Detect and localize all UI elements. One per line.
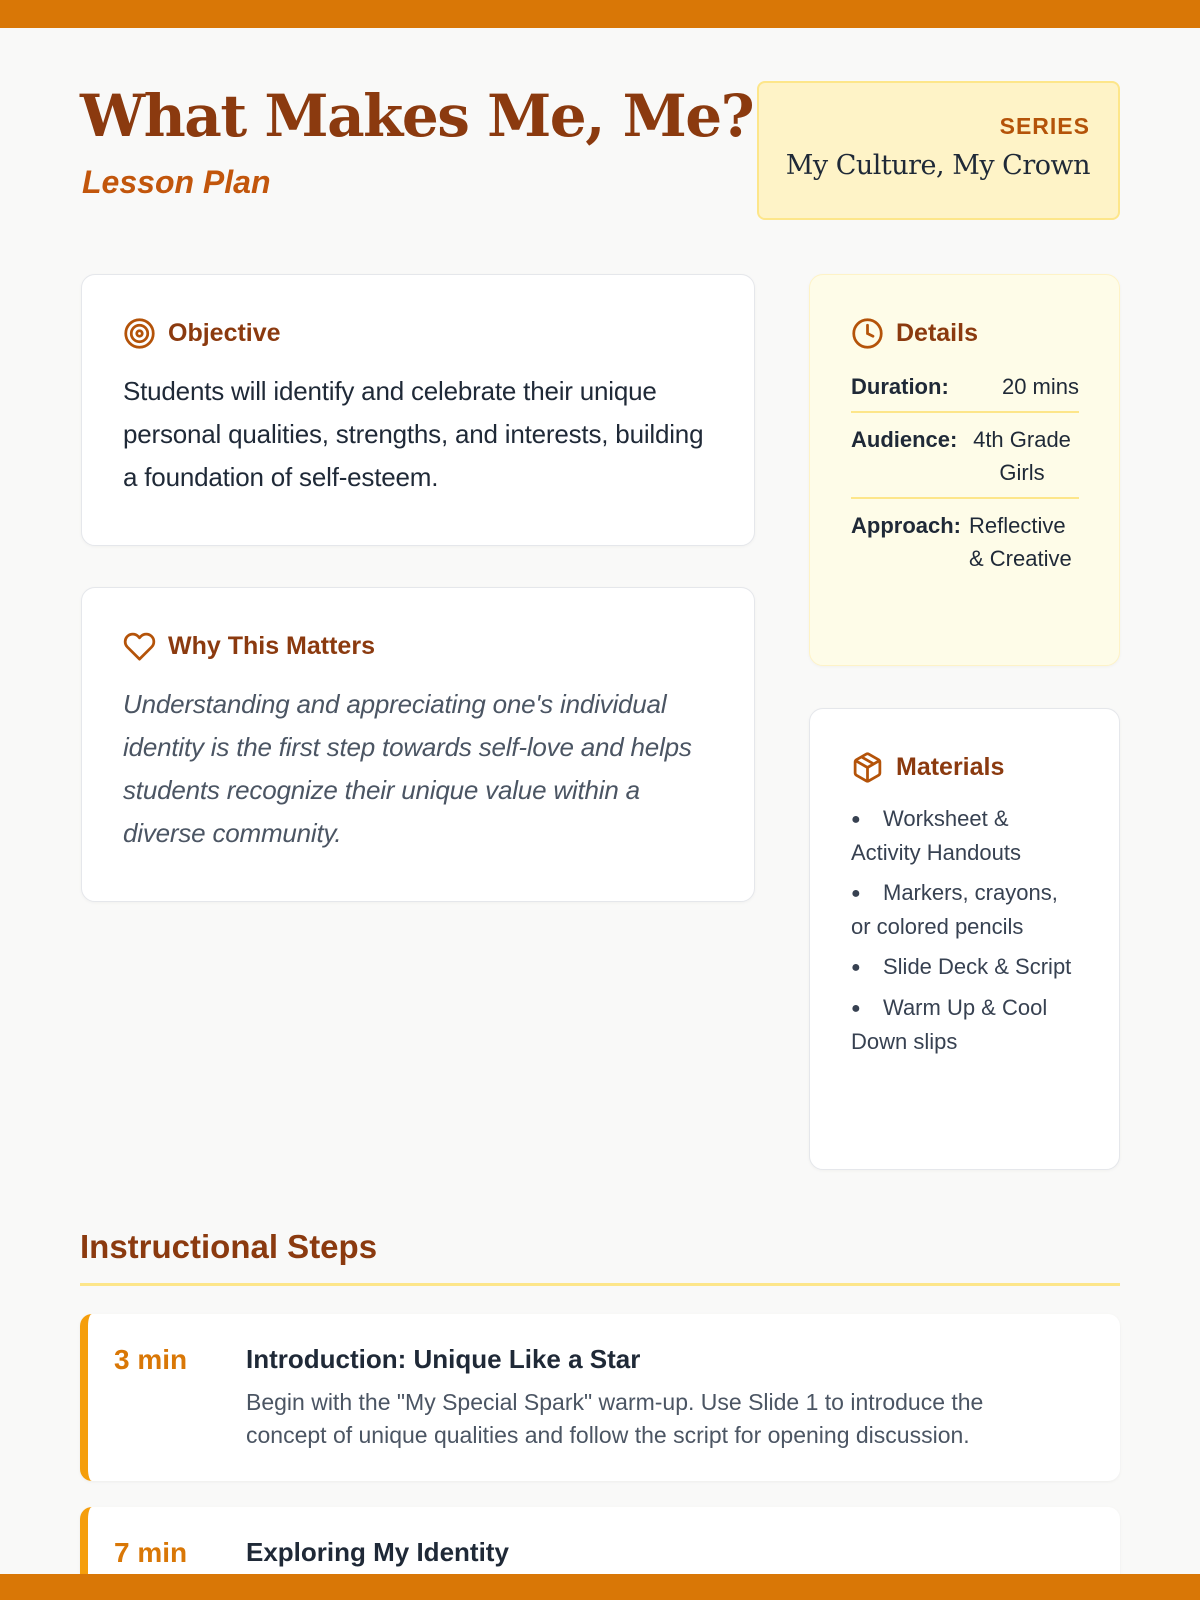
bullet-icon: ●: [851, 811, 861, 828]
list-item: [851, 876, 1081, 943]
objective-heading: [123, 317, 714, 350]
detail-approach: [851, 509, 1079, 575]
detail-duration-label: Duration:: [851, 374, 949, 399]
section-divider: [80, 1283, 1120, 1286]
objective-card: [81, 274, 755, 546]
why-text: Understanding and appreciating one's individual identity is the first step towards self-love and helps students recognize their unique value within a diverse community.: [123, 689, 692, 848]
detail-audience: [851, 423, 1079, 489]
materials-card: [809, 708, 1120, 1170]
why-heading: [123, 630, 714, 663]
material-text: Slide Deck & Script: [883, 954, 1072, 979]
step-card: [80, 1314, 1120, 1481]
why-card: [81, 587, 755, 902]
package-icon: [851, 751, 884, 784]
details-heading-label: Details: [896, 319, 978, 347]
bullet-icon: ●: [851, 1000, 861, 1017]
series-name: My Culture, My Crown: [785, 150, 1090, 181]
details-heading: [851, 317, 1079, 350]
series-badge: [757, 81, 1120, 220]
page-subtitle: Lesson Plan: [82, 164, 271, 200]
clock-icon: [851, 317, 884, 350]
list-item: [851, 991, 1081, 1058]
material-text: Worksheet & Activity Handouts: [851, 806, 1021, 865]
bottom-accent-bar: [0, 1574, 1200, 1600]
top-accent-bar: [0, 0, 1200, 28]
materials-list: [851, 802, 1081, 1058]
series-label: SERIES: [999, 113, 1090, 139]
step-time: 3 min: [114, 1344, 188, 1375]
bullet-icon: ●: [851, 885, 861, 902]
details-divider: [851, 497, 1079, 499]
materials-heading-label: Materials: [896, 753, 1005, 781]
step-title: Introduction: Unique Like a Star: [246, 1344, 641, 1374]
material-text: Warm Up & Cool Down slips: [851, 995, 1048, 1054]
step-description: Begin with the "My Special Spark" warm-up. Use Slide 1 to introduce the concept of unique qualities and follow the script for opening discussion.: [246, 1389, 984, 1448]
detail-audience-value: 4th Grade Girls: [973, 427, 1071, 485]
objective-heading-label: Objective: [168, 319, 281, 347]
detail-duration-value: 20 mins: [1001, 374, 1079, 399]
heart-icon: [123, 630, 156, 663]
material-text: Markers, crayons, or colored pencils: [851, 880, 1058, 939]
step-time: 7 min: [114, 1537, 188, 1568]
bullet-icon: ●: [851, 959, 861, 976]
details-divider: [851, 411, 1079, 413]
why-heading-label: Why This Matters: [168, 632, 375, 660]
target-icon: [123, 317, 156, 350]
materials-heading: [851, 751, 1081, 784]
objective-text: Students will identify and celebrate their unique personal qualities, strengths, and interests, building a foundation of self-esteem.: [123, 376, 704, 492]
details-list: [851, 370, 1079, 575]
detail-duration: [851, 370, 1079, 403]
list-item: [851, 950, 1081, 984]
details-card: [809, 274, 1120, 666]
detail-approach-value: Reflective & Creative: [969, 513, 1072, 571]
page-title: What Makes Me, Me?: [80, 82, 754, 150]
list-item: [851, 802, 1081, 869]
detail-audience-label: Audience:: [851, 427, 958, 452]
detail-approach-label: Approach:: [851, 513, 961, 538]
step-title: Exploring My Identity: [246, 1537, 509, 1567]
section-title: Instructional Steps: [80, 1228, 378, 1265]
